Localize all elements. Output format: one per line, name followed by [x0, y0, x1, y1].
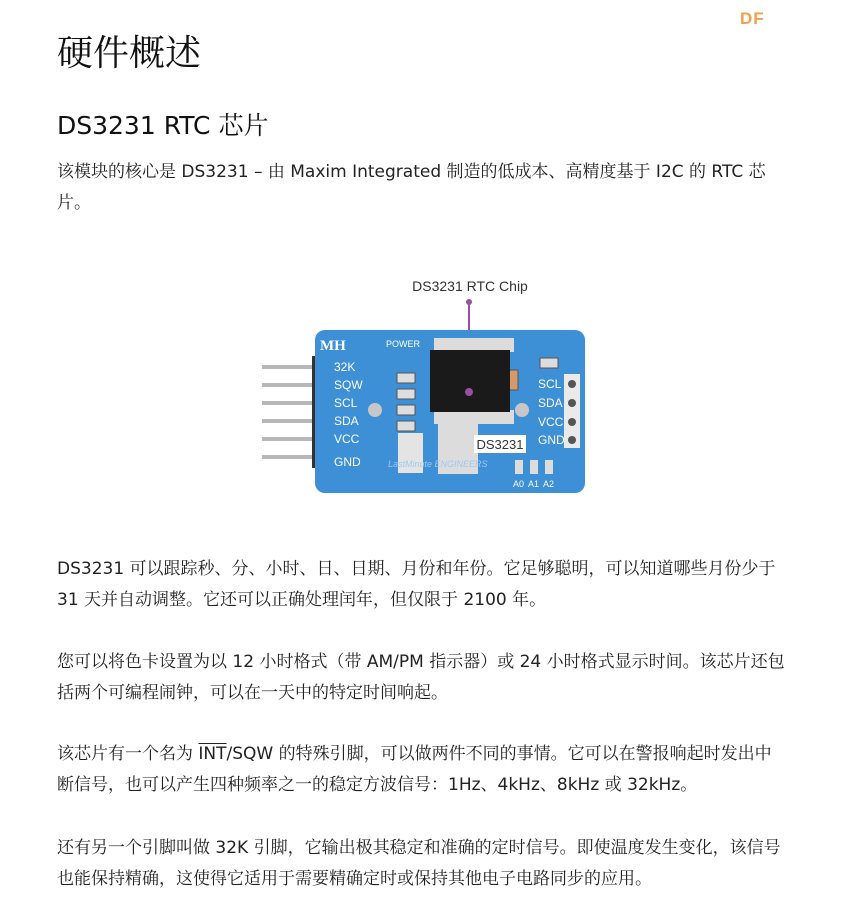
df-logo: DF — [740, 9, 765, 28]
address-jumpers — [515, 460, 553, 474]
callout-chip-dot — [465, 388, 473, 396]
p3-text-after: /SQW 的特殊引脚，可以做两件不同的事情。它可以在警报响起时发出中断信号，也可以产生四种频率之一的稳定方波信号：1Hz、4kHz、8kHz 或 32kHz。 — [57, 744, 772, 795]
left-pin-label: SDA — [334, 414, 359, 428]
right-pin-label: SCL — [538, 377, 562, 391]
board-brand: MH — [320, 338, 346, 354]
page-title: 硬件概述 — [57, 33, 202, 74]
right-pin-label: VCC — [538, 415, 564, 429]
paragraph-32k-pin: 还有另一个引脚叫做 32K 引脚，它输出极其稳定和准确的定时信号。即使温度发生变化，该信号也能保持精确，这使得它适用于需要精确定时或保持其他电子电路同步的应用。 — [57, 838, 781, 889]
left-pin-label: VCC — [334, 432, 360, 446]
int-overline: $\overline{INT}$ — [198, 744, 227, 764]
p3-text-before: 该芯片有一个名为 — [57, 744, 199, 764]
callout-top-dot — [466, 299, 472, 305]
address-pin-label: A0 — [513, 479, 525, 489]
chip-silkscreen-label: DS3231 — [476, 437, 524, 452]
chip-callout-label: DS3231 RTC Chip — [412, 278, 528, 294]
intro-paragraph: 该模块的核心是 DS3231 – 由 Maxim Integrated 制造的低成本、高精度基于 I2C 的 RTC 芯片。 — [57, 162, 766, 213]
paragraph-int-sqw — [57, 739, 787, 801]
left-pin-label: SQW — [334, 378, 363, 392]
right-pin-label: GND — [538, 433, 565, 447]
left-pin-label: 32K — [334, 360, 356, 374]
watermark: LastMinute ENGINEERS — [388, 459, 488, 469]
paragraph-format-alarms: 您可以将色卡设置为以 12 小时格式（带 AM/PM 指示器）或 24 小时格式显示时间。该芯片还包括两个可编程闹钟，可以在一天中的特定时间响起。 — [57, 652, 785, 703]
address-pin-label: A1 — [528, 479, 540, 489]
section-title: DS3231 RTC 芯片 — [57, 111, 269, 140]
right-pin-pads — [564, 374, 580, 448]
right-pin-label: SDA — [538, 396, 563, 410]
ds3231-module-figure — [250, 270, 600, 505]
paragraph-timekeeping: DS3231 可以跟踪秒、分、小时、日、日期、月份和年份。它足够聪明，可以知道哪些月份少于 31 天并自动调整。它还可以正确处理闰年，但仅限于 2100 年。 — [57, 559, 776, 610]
left-pin-label: SCL — [334, 396, 358, 410]
power-label: POWER — [386, 339, 421, 349]
module-illustration — [250, 270, 600, 505]
address-pin-label: A2 — [543, 479, 555, 489]
left-pin-label: GND — [334, 455, 361, 469]
